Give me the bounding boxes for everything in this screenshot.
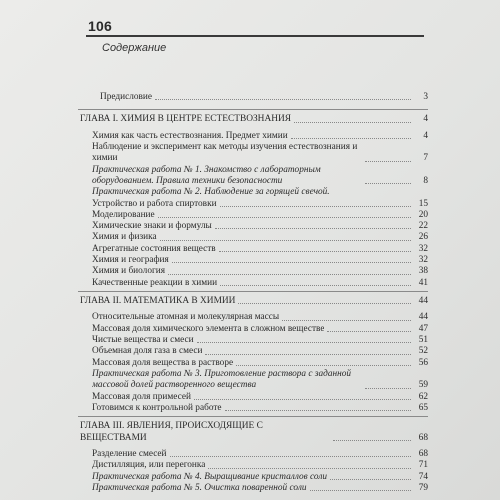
leader-dots (220, 285, 411, 286)
leader-dots (236, 365, 411, 366)
toc-entry-page: 32 (418, 255, 428, 266)
toc-entry-page: 52 (418, 346, 428, 357)
toc-entry-text: Практическая работа № 4. Выращивание кристаллов соли (92, 471, 328, 482)
toc-entry (78, 232, 428, 243)
toc-entry (78, 358, 428, 369)
leader-dots (282, 320, 411, 321)
leader-dots (215, 228, 411, 229)
toc-entry (78, 244, 428, 255)
toc-entry-page: 41 (418, 277, 428, 288)
toc-entry-text: Химия как часть естествознания. Предмет химии (92, 130, 288, 141)
toc-entry-preface (78, 92, 428, 103)
toc-entry-page: 79 (418, 483, 428, 494)
chapter-block (78, 421, 428, 494)
toc-entry-page: 26 (418, 232, 428, 243)
leader-dots (294, 122, 411, 123)
leader-dots (291, 138, 411, 139)
leader-dots (333, 440, 411, 441)
toc-entry-text: Практическая работа № 3. Приготовление раствора с заданной массовой долей растворенного вещества (92, 368, 351, 391)
chapter-heading (78, 421, 428, 444)
toc-entry-text: Объемная доля газа в смеси (92, 346, 203, 357)
toc-entry (78, 131, 428, 142)
chapter-page: 4 (423, 114, 428, 125)
toc-entry (78, 199, 428, 210)
toc-entry-text: Готовимся к контрольной работе (92, 402, 222, 413)
leader-dots (219, 251, 411, 252)
toc-entry-text: Агрегатные состояния веществ (92, 243, 216, 254)
toc-entry-text: Химия и география (92, 255, 169, 266)
chapter-heading (78, 296, 428, 308)
toc-entry-page: 8 (423, 175, 428, 186)
toc-entry-page: 44 (418, 312, 428, 323)
chapter-heading (78, 114, 428, 126)
toc-entry-text: Массовая доля примесей (92, 391, 191, 402)
toc-entry-text: Разделение смесей (92, 449, 167, 460)
toc-entry-page: 74 (418, 471, 428, 482)
toc-entry-text: Практическая работа № 1. Знакомство с лабораторным оборудованием. Правила техники безопасности (92, 164, 321, 186)
toc-entry-text: Химия и биология (92, 266, 166, 277)
chapter-divider (78, 109, 428, 110)
leader-dots (225, 410, 411, 411)
toc-entry (78, 392, 428, 403)
toc-entry-text: Качественные реакции в химии (92, 277, 218, 288)
leader-dots (365, 388, 411, 389)
toc-entry (78, 165, 428, 188)
leader-dots (170, 456, 411, 457)
toc-entry (78, 449, 428, 460)
toc-entry (78, 312, 428, 323)
leader-dots (155, 99, 411, 100)
leader-dots (330, 479, 411, 480)
toc-entry-text: Чистые вещества и смеси (92, 335, 194, 346)
toc-entry-text: Практическая работа № 2. Наблюдение за горящей свечой. (92, 187, 330, 198)
leader-dots (327, 331, 411, 332)
toc-entry-page: 38 (418, 266, 428, 277)
toc-entry-text: Дистилляция, или перегонка (92, 460, 206, 471)
toc-entry-page: 65 (418, 402, 428, 413)
toc-entry-text: Относительные атомная и молекулярная массы (92, 312, 280, 323)
toc-entry-page: 3 (423, 92, 428, 102)
leader-dots (172, 262, 411, 263)
leader-dots (220, 206, 411, 207)
toc-entry-text: Массовая доля вещества в растворе (92, 357, 234, 368)
toc-entry-text: Массовая доля химического элемента в сложном веществе (92, 323, 325, 334)
leader-dots (238, 303, 411, 304)
toc-entry-text: Наблюдение и эксперимент как методы изучения естествознания и химии (92, 142, 358, 164)
toc-entry-page: 22 (418, 221, 428, 232)
toc-entry-page: 15 (418, 198, 428, 209)
toc-entry (78, 369, 428, 392)
toc-entry-page: 32 (418, 243, 428, 254)
leader-dots (365, 161, 411, 162)
leader-dots (208, 468, 411, 469)
toc-entry (78, 210, 428, 221)
toc-entry-page: 62 (418, 391, 428, 402)
toc-entry-text: Моделирование (92, 209, 155, 220)
toc-entry-page: 20 (418, 209, 428, 220)
toc-entry (78, 266, 428, 277)
leader-dots (168, 274, 411, 275)
leader-dots (310, 490, 411, 491)
toc-entry-page: 4 (423, 130, 428, 141)
toc-entry-page: 59 (418, 380, 428, 391)
table-of-contents (78, 92, 428, 494)
toc-entry (78, 221, 428, 232)
toc-entry (78, 335, 428, 346)
toc-entry-page: 7 (423, 153, 428, 164)
page-number: 106 (88, 18, 112, 34)
leader-dots (365, 183, 411, 184)
toc-entry-text: Устройство и работа спиртовки (92, 198, 217, 209)
toc-entry (78, 255, 428, 266)
toc-entry (78, 346, 428, 357)
toc-entry-text: Химические знаки и формулы (92, 221, 212, 232)
toc-entry (78, 472, 428, 483)
toc-entry-page: 47 (418, 323, 428, 334)
chapter-title: ГЛАВА III. ЯВЛЕНИЯ, ПРОИСХОДЯЩИЕ С ВЕЩЕСТВАМИ (80, 421, 263, 443)
toc-entry (78, 142, 428, 165)
toc-entry (78, 278, 428, 289)
chapter-title: ГЛАВА I. ХИМИЯ В ЦЕНТРЕ ЕСТЕСТВОЗНАНИЯ (80, 114, 292, 125)
leader-dots (160, 240, 411, 241)
toc-entry-page: 51 (418, 335, 428, 346)
chapter-divider (78, 291, 428, 292)
leader-dots (158, 217, 411, 218)
chapter-block (78, 114, 428, 289)
chapter-page: 68 (418, 432, 428, 443)
toc-entry (78, 483, 428, 494)
toc-entry (78, 460, 428, 471)
toc-entry (78, 324, 428, 335)
toc-entry-text: Химия и физика (92, 232, 157, 243)
toc-entry-page: 71 (418, 460, 428, 471)
header-rule (86, 35, 424, 37)
section-title: Содержание (102, 42, 167, 54)
chapter-page: 44 (418, 295, 428, 306)
chapter-block (78, 296, 428, 414)
chapters-list (78, 109, 428, 494)
chapter-divider (78, 416, 428, 417)
leader-dots (197, 342, 411, 343)
toc-entry-text: Предисловие (100, 92, 152, 102)
chapter-title: ГЛАВА II. МАТЕМАТИКА В ХИМИИ (80, 295, 236, 306)
toc-entry-text: Практическая работа № 5. Очистка поваренной соли (92, 483, 307, 494)
leader-dots (205, 354, 411, 355)
toc-entry-page: 56 (418, 357, 428, 368)
toc-entry (78, 187, 428, 198)
leader-dots (194, 399, 411, 400)
toc-entry-page: 68 (418, 449, 428, 460)
toc-entry (78, 403, 428, 414)
